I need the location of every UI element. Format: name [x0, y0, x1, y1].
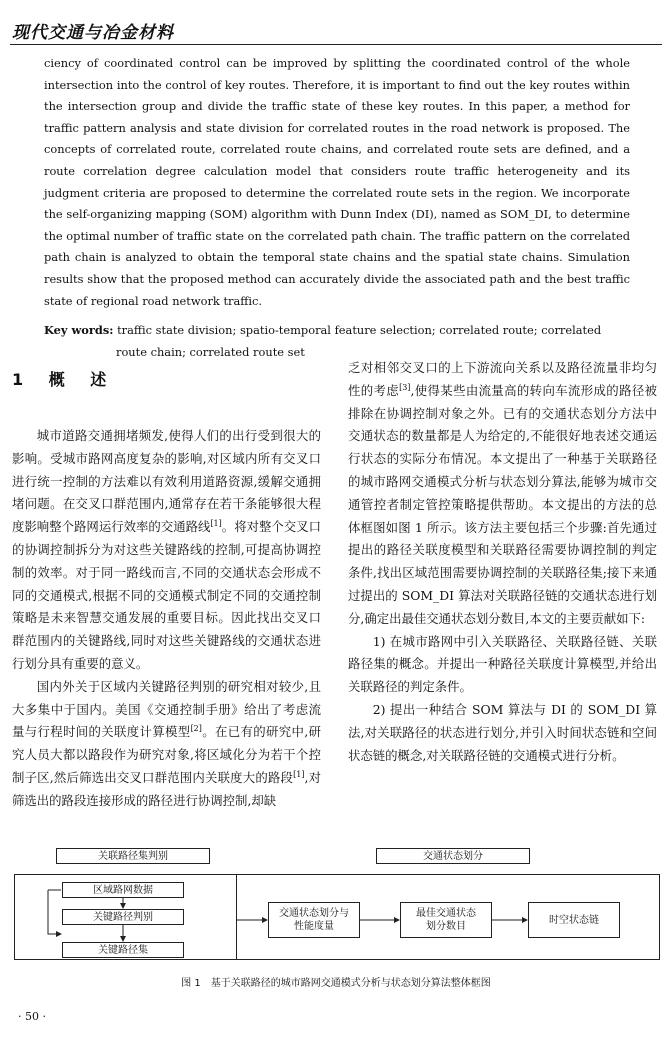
reference: [2]	[190, 724, 202, 734]
paragraph: 2) 提出一种结合 SOM 算法与 DI 的 SOM_DI 算法,对关联路径的状态进行划分,并引入时间状态链和空间状态链的概念,对关联路径链的交通模式进行分析。	[348, 701, 657, 763]
label: 划分数目	[426, 921, 466, 932]
page-header	[10, 14, 662, 45]
keywords-line2: route chain; correlated route set	[116, 344, 305, 359]
keywords-line1: traffic state division; spatio-temporal feature selection; correlated route; correlated	[117, 323, 602, 337]
paragraph: 1) 在城市路网中引入关联路径、关联路径链、关联路径集的概念。并提出一种路径关联度计算模型,并给出关联路径的判定条件。	[348, 633, 657, 695]
diagram-arrows	[14, 848, 660, 968]
label: 交通状态划分与	[279, 908, 349, 919]
figure-caption: 图 1 基于关联路径的城市路网交通模式分析与状态划分算法整体框图	[181, 978, 491, 989]
left-section-title: 关联路径集判别	[56, 848, 210, 864]
section-title: 1 概 述	[12, 370, 117, 389]
box-key-route-judge: 关键路径判别	[62, 909, 184, 925]
reference: [1]	[210, 519, 222, 529]
keywords-label: Key words:	[44, 323, 114, 337]
text: 城市道路交通拥堵频发,使得人们的出行受到很大的影响。受城市路网高度复杂的影响,对区域内所有交叉口进行统一控制的方法难以有效利用道路资源,缓解交通拥堵问题。在交叉口群范围内,通常存在若干条能够很大程度影响整个路网运行效率的交通路线	[12, 428, 321, 535]
right-section-title: 交通状态划分	[376, 848, 530, 864]
box-spatiotemporal-chain: 时空状态链	[528, 902, 620, 938]
text: 。在已有的研究中,研究人员大都以路段作为研究对象,将区域化分为若干个控制子区,然后筛选出交叉口群范围内关联度大的路段	[12, 724, 321, 785]
page-number: · 50 ·	[18, 1010, 46, 1023]
text: ,使得某些由流量高的转向车流形成的路径被排除在协调控制对象之外。已有的交通状态划分方法中交通状态的数量都是人为给定的,不能很好地表述交通运行状态的实际分布情况。本文提出了一种基于关联路径的城市路网交通模式分析与状态划分算法,能够为城市交通管控者制定管控策略提供帮助。本文提出的方法的总体框图如图 1 所示。该方法主要包括三个步骤:首先通过提出的路径关联度模型和关联路径需要协调控制的判定条件,找出区域范围需要协调控制的关联路径集;接下来通过提出的 SOM_DI 算法对关联路径链的交通状态进行划分,确定出最佳交通状态划分数目,本文的主要贡献如下:	[348, 382, 658, 626]
label: 最佳交通状态	[416, 908, 476, 919]
reference: [3]	[399, 382, 411, 392]
box-region-data: 区域路网数据	[62, 882, 184, 898]
text: 。将对整个交叉口的协调控制拆分为对这些关键路线的控制,可提高协调控制的效率。对于同一路线而言,不同的交通状态会形成不同的交通模式,根据不同的交通模式制定不同的交通控制策略是未来智慧交通发展的重要目标。因此找出交叉口群范围内的关键路线,同时对这些关键路线的交通状态进行划分具有重要的意义。	[12, 519, 321, 671]
box-key-route-set: 关键路径集	[62, 942, 184, 958]
text: 国内外关于区域内关键路径判别的研究相对较少,且大多集中于国内。美国《交通控制手册》给出了考虑流量与行程时间的关联度计算模型	[12, 678, 321, 740]
right-column	[348, 357, 657, 767]
paragraph	[12, 676, 321, 813]
label: 性能度量	[294, 921, 334, 932]
text: ,对筛选出的路段连接形成的路径进行协调控制,却缺	[12, 769, 321, 808]
paragraph	[12, 425, 321, 676]
text: 乏对相邻交叉口的上下游流向关系以及路径流量非均匀性的考虑	[348, 360, 657, 398]
journal-title: 现代交通与冶金材料	[12, 23, 174, 43]
framework-diagram	[14, 848, 660, 968]
paragraph	[348, 357, 657, 631]
left-column	[12, 425, 321, 813]
abstract-text: ciency of coordinated control can be improved by splitting the coordinated control of the whole intersection into the control of key routes. Therefore, it is important to find out the key routes within the intersection group and divide the traffic state of these key routes. In this paper, a method for traffic pattern analysis and state division for correlated routes in the road network is proposed. The concepts of correlated route, correlated route chains, and correlated route sets are defined, and a route correlation degree calculation model that considers route traffic heterogeneity and its judgment criteria are proposed to determine the correlated route sets in the region. We incorporate the self-organizing mapping (SOM) algorithm with Dunn Index (DI), named as SOM_DI, to determine the optimal number of traffic state on the correlated path chain. The traffic pattern on the correlated path chain is analyzed to obtain the temporal state chains and the spatial state chains. Simulation results show that the proposed method can accurately divide the associated path and the best traffic state of regional road network traffic.	[44, 56, 630, 308]
reference: [1]	[293, 769, 305, 779]
